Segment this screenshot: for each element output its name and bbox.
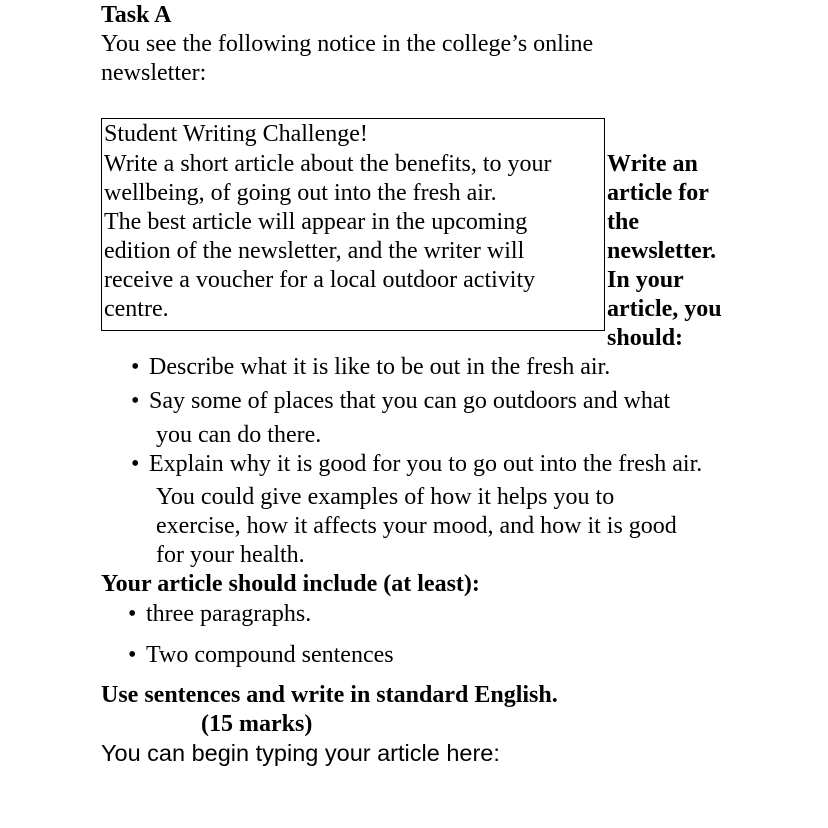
bullet-continuation: you can do there. [156, 422, 322, 448]
bullet-continuation: You could give examples of how it helps you to [156, 484, 615, 510]
bullet-item [131, 450, 702, 479]
instruction-line: newsletter. [607, 238, 717, 264]
requirement-item [128, 641, 394, 670]
bullet-item [131, 387, 670, 416]
notice-line: edition of the newsletter, and the writer will [104, 238, 525, 264]
bullet-text: Say some of places that you can go outdoors and what [149, 388, 671, 414]
notice-line: The best article will appear in the upcoming [104, 209, 528, 235]
begin-typing-prompt: You can begin typing your article here: [101, 740, 500, 766]
bullet-text: Explain why it is good for you to go out into the fresh air. [149, 451, 703, 477]
instruction-line: In your [607, 267, 684, 293]
standard-english-note: Use sentences and write in standard English. [101, 682, 558, 708]
marks-label: (15 marks) [201, 711, 313, 737]
intro-line-2: newsletter: [101, 60, 207, 86]
bullet-icon: • [131, 451, 140, 477]
notice-title: Student Writing Challenge! [104, 121, 368, 147]
instruction-line: Write an [607, 151, 698, 177]
notice-line: receive a voucher for a local outdoor activity [104, 267, 536, 293]
bullet-icon: • [128, 601, 137, 627]
bullet-continuation: exercise, how it affects your mood, and how it is good [156, 513, 677, 539]
bullet-icon: • [128, 642, 137, 668]
notice-line: wellbeing, of going out into the fresh air. [104, 180, 497, 206]
instruction-line: article for [607, 180, 709, 206]
task-title: Task A [101, 2, 172, 28]
notice-line: centre. [104, 296, 169, 322]
requirement-item [128, 600, 311, 629]
instruction-line: the [607, 209, 639, 235]
bullet-icon: • [131, 354, 140, 380]
requirement-text: three paragraphs. [146, 601, 312, 627]
bullet-continuation: for your health. [156, 542, 305, 568]
bullet-item [131, 353, 610, 382]
notice-line: Write a short article about the benefits, to your [104, 151, 552, 177]
requirement-text: Two compound sentences [146, 642, 394, 668]
bullet-icon: • [131, 388, 140, 414]
bullet-text: Describe what it is like to be out in the fresh air. [149, 354, 611, 380]
intro-line-1: You see the following notice in the college’s online [101, 31, 594, 57]
instruction-line: should: [607, 325, 684, 351]
instruction-line: article, you [607, 296, 722, 322]
requirements-heading: Your article should include (at least): [101, 571, 480, 597]
